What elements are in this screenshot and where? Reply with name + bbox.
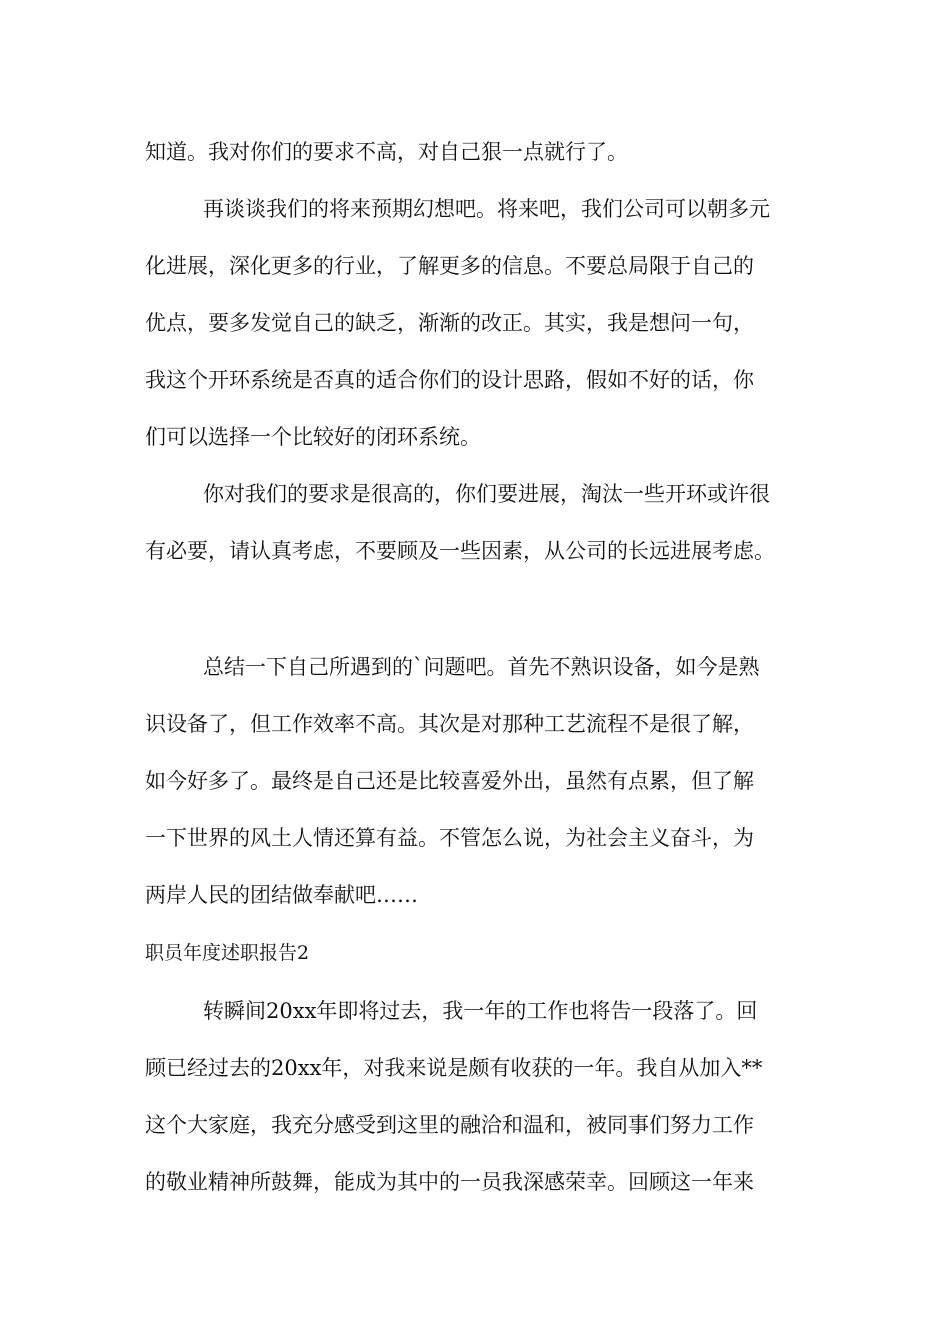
text-line: 如今好多了。最终是自己还是比较喜爱外出，虽然有点累，但了解 — [145, 769, 754, 793]
section-heading: 职员年度述职报告2 — [145, 942, 310, 964]
text-line: 一下世界的风土人情还算有益。不管怎么说，为社会主义奋斗，为 — [145, 826, 754, 850]
paragraph-start-line: 转瞬间20xx年即将过去，我一年的工作也将告一段落了。回 — [203, 999, 758, 1023]
text-line: 这个大家庭，我充分感受到这里的融洽和温和，被同事们努力工作 — [145, 1113, 754, 1137]
text-line: 两岸人民的团结做奉献吧…… — [145, 883, 418, 907]
text-line: 优点，要多发觉自己的缺乏，渐渐的改正。其实，我是想问一句， — [145, 311, 754, 335]
text-line: 知道。我对你们的要求不高，对自己狠一点就行了。 — [145, 140, 628, 164]
text-line: 我这个开环系统是否真的适合你们的设计思路，假如不好的话，你 — [145, 368, 754, 392]
text-line: 们可以选择一个比较好的闭环系统。 — [145, 425, 481, 449]
text-line: 识设备了，但工作效率不高。其次是对那种工艺流程不是很了解， — [145, 712, 754, 736]
paragraph-start-line: 总结一下自己所遇到的`问题吧。首先不熟识设备，如今是熟 — [203, 655, 760, 679]
text-line: 有必要，请认真考虑，不要顾及一些因素，从公司的长远进展考虑。 — [145, 539, 775, 563]
paragraph-start-line: 再谈谈我们的将来预期幻想吧。将来吧，我们公司可以朝多元 — [203, 197, 770, 221]
paragraph-start-line: 你对我们的要求是很高的，你们要进展，淘汰一些开环或许很 — [203, 482, 770, 506]
text-line: 的敬业精神所鼓舞，能成为其中的一员我深感荣幸。回顾这一年来 — [145, 1170, 754, 1194]
text-line: 化进展，深化更多的行业，了解更多的信息。不要总局限于自己的 — [145, 254, 754, 278]
text-line: 顾已经过去的20xx年，对我来说是颇有收获的一年。我自从加入** — [145, 1056, 763, 1080]
